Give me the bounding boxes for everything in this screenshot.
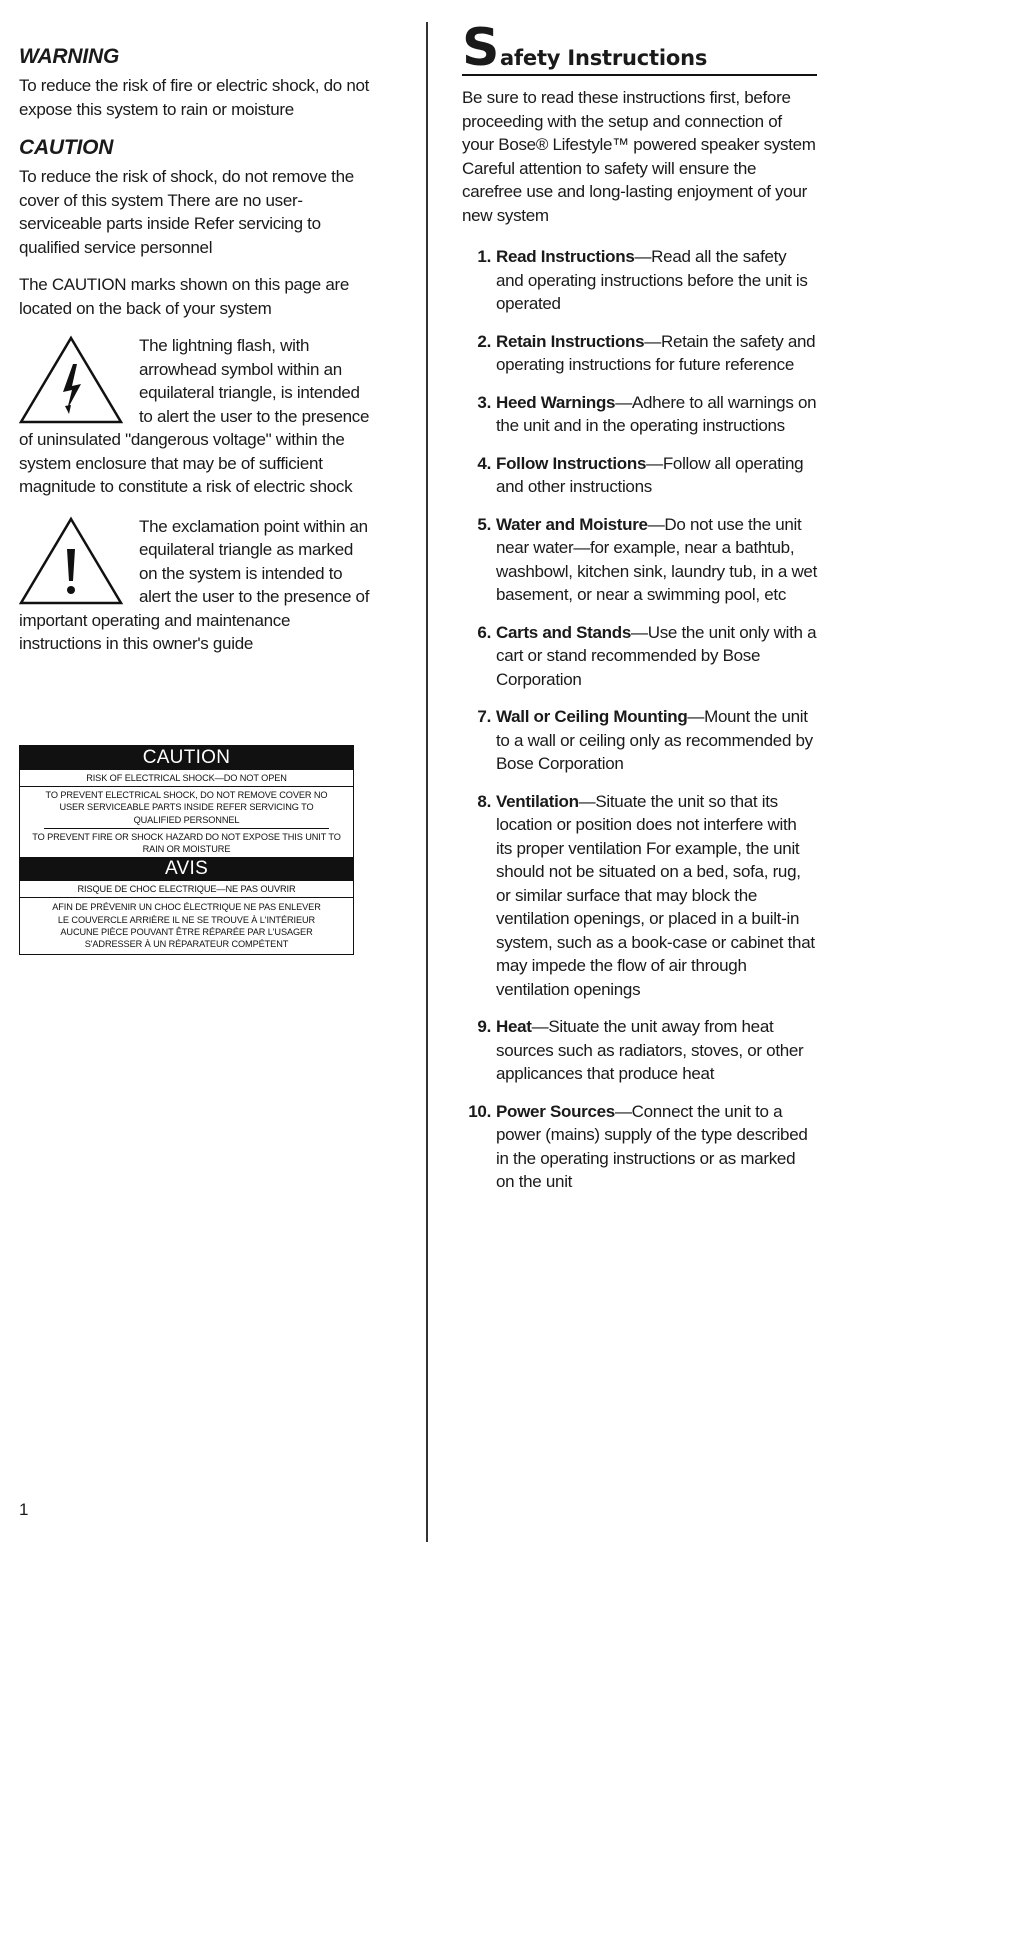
caution-label-line: TO PREVENT ELECTRICAL SHOCK, DO NOT REMOVE COVER NO USER SERVICEABLE PARTS INSIDE REFER SERVICING TO QUALIFIED PERSONNEL [44,787,329,829]
safety-item-number: 8. [477,791,491,811]
safety-item-number: 4. [477,453,491,473]
lightning-triangle-icon [15,334,127,428]
safety-item [462,1100,817,1194]
safety-item-number: 5. [477,514,491,534]
safety-item-title: Heat [496,1017,532,1036]
safety-item [462,621,817,692]
safety-item-text: —Read all the safety and operating instructions before the unit is operated [496,247,808,313]
safety-item-title: Heed Warnings [496,392,616,412]
safety-item [462,452,817,499]
safety-item-title: Retain Instructions [496,331,645,351]
safety-item-number: 6. [477,622,491,642]
safety-item-text: —Use the unit only with a cart or stand recommended by Bose Corporation [496,622,817,689]
safety-item-number: 10. [468,1101,491,1121]
safety-item-number: 9. [477,1017,491,1036]
safety-item [462,790,817,1002]
safety-item-text: —Situate the unit away from heat sources such as radiators, stoves, or other applicances that produce heat [496,1017,804,1083]
avis-label-line: AFIN DE PRÉVENIR UN CHOC ÉLECTRIQUE NE PAS ENLEVER LE COUVERCLE ARRIÈRE IL NE SE TROUVE À L'INTÉRIEUR AUCUNE PIÈCE POUVANT ÊTRE RÉPARÉE PAR L'USAGER S'ADRESSER À UN RÉPARATEUR COMPÉTENT [52,902,321,950]
safety-item-text: —Mount the unit to a wall or ceiling only as recommended by Bose Corporation [496,707,813,773]
safety-title [462,18,817,78]
safety-item-title: Wall or Ceiling Mounting [496,707,688,726]
warning-text: To reduce the risk of fire or electric shock, do not expose this system to rain or moisture [19,76,370,119]
caution-label-line: RISK OF ELECTRICAL SHOCK—DO NOT OPEN [20,770,353,787]
exclamation-note: The exclamation point within an equilateral triangle as marked on the system is intended to alert the user to the presence of important operating and maintenance instructions in this owner's guide [19,516,370,653]
safety-item-text: —Adhere to all warnings on the unit and in the operating instructions [496,392,817,435]
safety-item-text: —Retain the safety and operating instructions for future reference [496,331,816,374]
safety-list [462,245,817,1194]
safety-item-title: Power Sources [496,1101,615,1121]
exclamation-triangle-icon [15,515,127,609]
caution-label-line: TO PREVENT FIRE OR SHOCK HAZARD DO NOT EXPOSE THIS UNIT TO RAIN OR MOISTURE [32,831,341,855]
warning-heading: WARNING [19,45,120,68]
left-column [19,44,371,672]
column-divider [426,22,428,1542]
safety-item-text: —Situate the unit so that its location or position does not interfere with its proper ventilation For example, the unit should not be situated on a bed, sofa, rug, or similar surface that may block the ventilation openings, or placed in a built-in system, such as a book-case or cabinet that may impede the flow of air through ventilation openings [496,791,815,999]
safety-item-number: 2. [477,331,491,351]
safety-item [462,513,817,607]
lightning-note: The lightning flash, with arrowhead symbol within an equilateral triangle, is intended to alert the user to the presence of uninsulated "dangerous voltage" within the system enclosure that may be of sufficient magnitude to constitute a risk of electric shock [19,336,370,496]
safety-item-title: Carts and Stands [496,622,632,642]
exclamation-symbol-block [19,515,371,656]
safety-title-initial: S [462,18,500,78]
page-number: 1 [19,1500,29,1519]
safety-item-number: 1. [477,247,491,266]
safety-item-title: Water and Moisture [496,514,648,534]
safety-item [462,1015,817,1086]
safety-item [462,245,817,316]
safety-item-text: —Do not use the unit near water—for example, near a bathtub, washbowl, kitchen sink, laundry tub, in a wet basement, or near a swimming pool, etc [496,514,818,604]
safety-title-rest: afety Instructions [500,46,708,70]
safety-item [462,391,817,438]
avis-label-line: RISQUE DE CHOC ELECTRIQUE—NE PAS OUVRIR [20,881,353,898]
lightning-symbol-block [19,334,371,499]
avis-label-title: AVIS [20,857,353,881]
safety-item-title: Follow Instructions [496,453,647,473]
caution-heading: CAUTION [19,136,114,159]
safety-item-text: —Connect the unit to a power (mains) supply of the type described in the operating instructions or as marked on the unit [496,1101,808,1191]
caution-label [19,745,354,955]
safety-intro: Be sure to read these instructions first, before proceeding with the setup and connection of your Bose® Lifestyle™ powered speaker system Careful attention to safety will ensure the carefree use and long-lasting enjoyment of your new system [462,88,816,225]
caution-marks-note: The CAUTION marks shown on this page are located on the back of your system [19,275,350,318]
safety-item-number: 3. [477,392,491,412]
safety-item [462,330,817,377]
caution-label-title: CAUTION [20,746,353,770]
safety-item-title: Read Instructions [496,247,635,266]
caution-text: To reduce the risk of shock, do not remove the cover of this system There are no user-serviceable parts inside Refer servicing to qualified service personnel [19,167,354,257]
safety-item-text: —Follow all operating and other instructions [496,453,804,496]
right-column [462,18,818,1208]
safety-item-number: 7. [477,707,491,726]
safety-item [462,705,817,776]
safety-item-title: Ventilation [496,791,579,811]
